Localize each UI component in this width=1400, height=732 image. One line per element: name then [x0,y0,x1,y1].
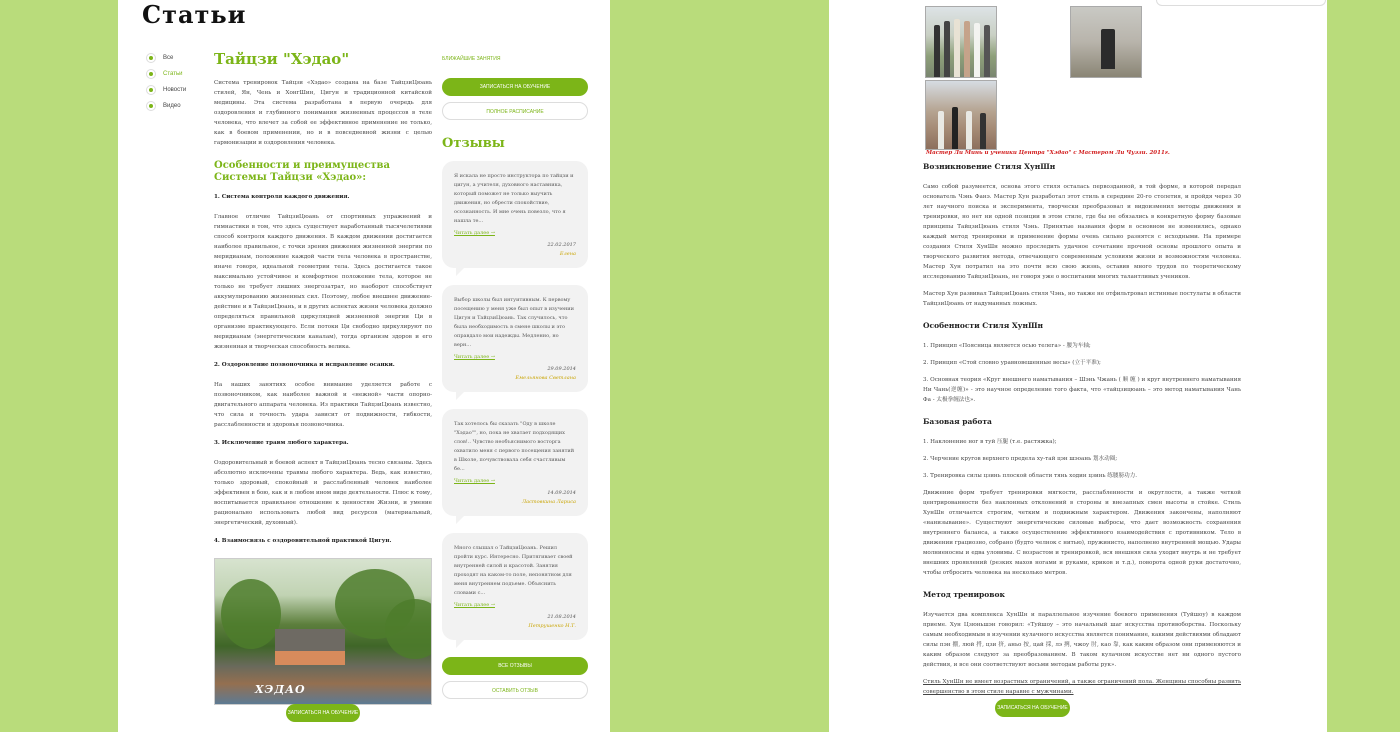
nav-label: Статьи [163,71,183,77]
enroll-button[interactable]: ЗАПИСАТЬСЯ НА ОБУЧЕНИЕ [442,78,588,96]
review-author: Елена [559,251,576,257]
section-heading: Метод тренировок [923,590,1005,599]
section-paragraph: 1. Принцип «Поясница является осью телега» - 腰为车轴; [923,343,1091,349]
review-text: Выбор школы был интуитивным. К первому посещению у меня уже был опыт в изучении Цигун и ТайцзиЦюань. Так случилось, что была необходимость в смене школы и это оправдало мои надежды. Медленно, но верн... [454,297,574,348]
section-paragraph: 2. Черчение кругов верхнего предела ху-тай цэн шэоань 划水动圈; [923,456,1118,462]
item-text: На наших занятиях особое внимание уделяется работе с позвоночником, как наиболее важной и «нежной» части опорно-двигательного аппарата человека. Из практики ТайцзиЦюань известно, что сила и точность удара зависит от подвижности, гибкости, расслабленности и здоровья позвоночника. [214,382,432,428]
search-box[interactable] [1156,0,1326,6]
section-paragraph: 1. Наклонение ног в туй 压腿 (т.е. растяжка); [923,439,1057,445]
section-paragraph: Само собой разумеется, основа этого стиля осталась первозданной, в той форме, в которой передал основатель Чэнь Фанэ. Мастер Хун разработал этот стиль в середине 20-го столетия, и пройдя через 30 лет научного поиска и эксперимента, творчески преобразовал и видоизменил методы движения и тренировки, но нет ни одной позиции в этом стиле, где бы не обязались в конкретную форму базовые принципы ТайцзиЦюань стиля Чэнь. Принятые названия форм в основном не изменились, однако каждый метод тренировки и применение формы очень сильно разнятся с исходными. На примере создания Стиля ХунШн можно проследить удачное сочетание прочной основы прошлого опыта и творческого развития метода, отвечающего современным условиям жизни и возможностям человека. Мастер Хун потратил на это почти всю свою жизнь, оставив много трудов по теоретическому исследованию ТайцзиЦюань, не говоря уже о воспитании многих талантливых учеников. [923,184,1241,280]
reviews-title: Отзывы [442,136,505,151]
group-photo-1 [925,6,997,78]
upcoming-label: БЛИЖАЙШИЕ ЗАНЯТИЯ [442,56,501,62]
review-card [442,533,588,640]
article-panel-2 [829,0,1327,732]
nav-item-video[interactable] [146,102,186,118]
review-text: Я искала не просто инструктора по тайцзи и цигун, а учителя, духовного наставника, который поможет не только выучить движения, но обрести спокойствие, осознанность. И мне очень повезло, что я нашла те... [454,173,574,224]
review-text: Так хотелось бы сказать "Оду в школе "Хэдао"", но, пока не хватает подходящих слов!.. Чувство необъяснимого восторга охватило меня с первого посещения занятий в Школе, почувствовала себя счастливым бе... [454,421,575,472]
leave-review-button[interactable]: ОСТАВИТЬ ОТЗЫВ [442,681,588,699]
section-paragraph: Мастер Хун развивал ТайцзиЦюань стиля Чэнь, но также не отфильтровал истинные постулаты в области ТайцзиЦюань от надуманных ложных. [923,291,1241,307]
section-heading: Особенности Стиля ХунШн [923,321,1043,330]
articles-panel [118,0,610,732]
article-title: Тайцзи "Хэдао" [214,50,350,68]
read-more-link[interactable]: Читать далее → [454,602,495,608]
nav-item-articles[interactable] [146,70,186,86]
all-reviews-button[interactable]: ВСЕ ОТЗЫВЫ [442,657,588,675]
item-heading: 1. Система контроля каждого движения. [214,194,350,200]
nav-label: Новости [163,87,187,93]
schedule-button[interactable]: ПОЛНОЕ РАСПИСАНИЕ [442,102,588,120]
review-date: 29.09.2014 [547,366,576,372]
item-heading: 2. Оздоровление позвоночника и исправление осанки. [214,362,395,368]
photo-caption: Мастер Ли Минь и ученики Центра "Хэдао" с Мастером Ли Чуэзи. 2011г. [926,150,1170,156]
section-paragraph: 3. Тренировка силы цзинь плоской области тянь ходин цзинь 练腰膀功力. [923,473,1138,479]
section-heading: Базовая работа [923,417,992,426]
enroll-button-2[interactable]: ЗАПИСАТЬСЯ НА ОБУЧЕНИЕ [995,699,1070,717]
master-photo [1070,6,1142,78]
article-intro: Система тренировок Тайцзи «Хэдао» создана на базе ТайцзиЦюань стилей, Ян, Чень и ХонгШин, Цигун и традиционной китайской медицины. Эта система разработана в первую очередь для оздоровления и глубинного понимания жизненных процессов в теле человека, что влечет за собой ее эффективное применение не только, как в боевом применении, но и в повседневной жизни с целью гармонизации и оздоровления человека. [214,80,432,146]
features-heading: Особенности и преимущества Системы Тайцзи «Хэдао»: [214,160,390,183]
sidebar [442,56,588,699]
review-author: Ластовкина Лариса [521,499,576,505]
review-author: Петрушенко Н.Т. [528,623,576,629]
item-heading: 3. Исключение травм любого характера. [214,440,349,446]
review-card [442,409,588,516]
photo-caption: ХЭДАО [255,683,306,696]
section-paragraph: Движение форм требует тренировки мягкости, расслабленности и округлости, а также четкой центрированности без наклонных отклонений в стороны и внезапных смен высоты в стойке. Стиль ХунШн отличается строгим, четким и подвижным характером. Движения закончены, наполняют «нанизывание». Существуют энергетические силовые выбросы, что дает возможность сохранения внутреннего баланса, а также осуществление эффективного взаимодействия с противником. Тело в движении грациозно, собрано (будто челнок с нитью), пружинисто, наполнено внутренней мощью. Удары молниеносны и едва уловимы. С возрастом и тренировкой, вся внешняя сила уходит внутрь и не требует внешних проявлений (резких махов ногами и руками, криков и т.д.), поворота одной руки достаточно, чтобы отбросить человека на несколько метров. [923,490,1241,576]
nav-label: Видео [163,103,181,109]
section-paragraph: Изучается два комплекса ХунШн и параллельное изучение боевого применения (Туйшоу) в каждом приеме. Хун Цзюньшэн говорил: «Туйшоу – это начальный шаг искусства противоборства. Поскольку самым необходимым в изучении кулачного искусства является понимание, какими действиями обладают силы пэн 掤, люй 捋, цзи 挤, аньо 按, цай 採, лэ 挒, чжоу 肘, као 靠, как каким образом они применяются и каким образом следуют за преобразованием. В таком кулачном искусстве нет ни одного пустого действия, и все они соответствуют восьми методам работы рук». [923,612,1241,668]
enroll-button-bottom[interactable]: ЗАПИСАТЬСЯ НА ОБУЧЕНИЕ [286,704,360,722]
nav-label: Все [163,55,174,61]
review-date: 22.02.2017 [547,242,576,248]
page-title: Статьи [142,0,247,29]
article-body-2 [923,162,1241,704]
section-paragraph: 3. Основная теория «Круг внешнего наматывания – Шэнь Чжань ( 顺 缠 ) и круг внутреннего наматывания Ни Чань(逆缠)» - это научное определение того факта, что «тайцзицюань – это метод наматывания Чань Фа - 太极拳缠法也». [923,377,1241,403]
section-heading: Возникновение Стиля ХунШн [923,162,1056,171]
section-paragraph: 2. Принцип «Стой словно уравновешенные весы» (立于平准); [923,360,1101,366]
review-card [442,285,588,392]
item-heading: 4. Взаимосвязь с оздоровительной практикой Цигун. [214,538,392,544]
read-more-link[interactable]: Читать далее → [454,354,495,360]
nav-item-all[interactable] [146,54,186,70]
read-more-link[interactable]: Читать далее → [454,230,495,236]
item-text: Главное отличие ТайцзиЦюань от спортивных упражнений и гимнастики в том, что здесь существует наработанный тысячелетиями способ контроля каждого движения. В каждом движении достигается наиболее правильное, с точки зрения движения жизненной энергии по меридианам, положение каждой части тела человека в пространстве, иначе говоря, идеальной геометрии тела. Здесь достигается такое максимально устойчивое и комфортное положение тела, которое не только не требует лишних энергозатрат, но наоборот способствует аккумулированию жизненных сил. Поэтому, любое внешнее движение-действие и в ТайцзиЦюань, и в других аспектах жизни человека должно определяться правильной циркуляцией жизненной энергии Ци в организме практикующего. Если потоки Ци свободно циркулируют по меридианам (энергетическим каналам), тогда организм здоров и его жизненная и творческая способность велика. [214,214,432,350]
nav-item-news[interactable] [146,86,186,102]
category-nav [146,54,186,118]
review-date: 21.08.2014 [547,614,576,620]
review-card [442,161,588,268]
section-paragraph: Стиль ХунШн не имеет возрастных ограничений, а также ограничений пола. Женщины способны развить совершенство в этом стиле наравне с мужчинами. [923,679,1241,695]
group-photo-2 [925,80,997,150]
item-text: Оздоровительный и боевой аспект в ТайцзиЦюань тесно связаны. Здесь абсолютно исключены травмы любого характера. Ведь, как известно, только здоровый, спокойный и расслабленный человек наиболее эффективен в бою, как и в любом ином виде деятельности. Плюс к тому, воспитывается правильное отношение к ценностям Жизни, и умение рационально использовать любой вид ресурсов (материальный, энергетический, духовный). [214,460,432,526]
read-more-link[interactable]: Читать далее → [454,478,495,484]
review-date: 14.09.2014 [547,490,576,496]
review-text: Много слышал о ТайцзиЦюань. Решил пройти курс. Интересно. Притягивает своей внутренней силой и красотой. Занятия проходят на каком-то поле, непонятном для меня внутреннем подъеме. Объяснить словами с... [454,545,573,596]
hedao-photo [214,558,432,705]
review-author: Емельянова Светлана [515,375,576,381]
